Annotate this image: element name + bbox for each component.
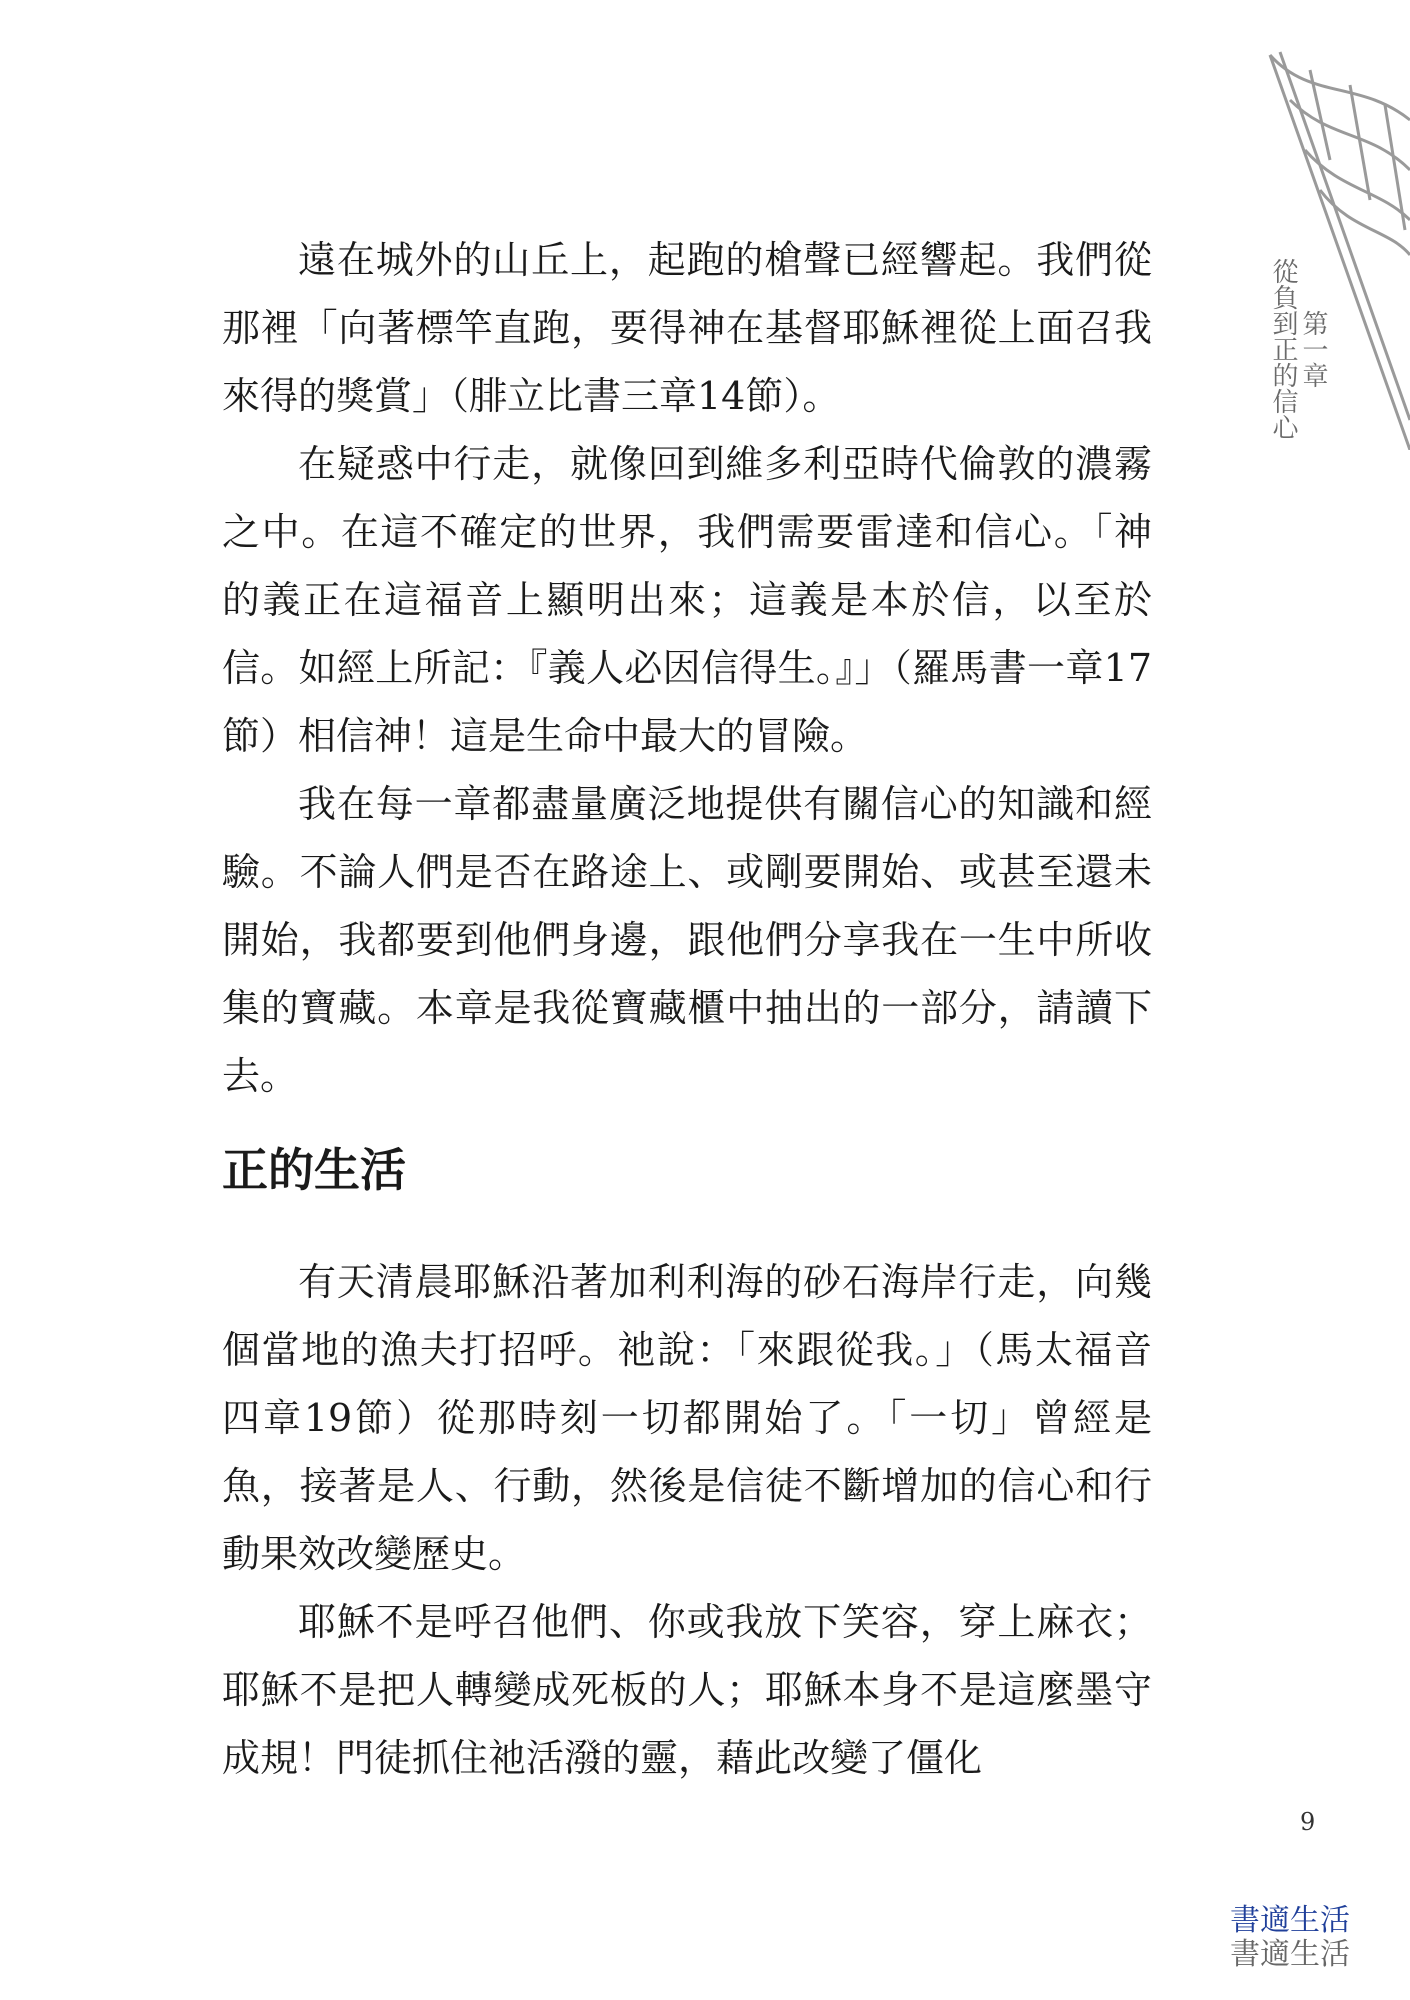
paragraph: 我在每一章都盡量廣泛地提供有關信心的知識和經驗。不論人們是否在路途上、或剛要開始、或甚至還未開始，我都要到他們身邊，跟他們分享我在一生中所收集的寶藏。本章是我從寶藏櫃中抽出的一部分，請讀下去。 bbox=[222, 782, 1152, 1098]
watermark bbox=[1230, 1904, 1350, 1972]
body-text-upper bbox=[222, 226, 1152, 1110]
paragraph: 耶穌不是呼召他們、你或我放下笑容，穿上麻衣；耶穌不是把人轉變成死板的人；耶穌本身不是這麼墨守成規！門徒抓住祂活潑的靈，藉此改變了僵化 bbox=[222, 1600, 1152, 1780]
watermark-line-1: 書適生活 bbox=[1230, 1903, 1350, 1938]
section-heading: 正的生活 bbox=[222, 1143, 406, 1197]
watermark-line-2: 書適生活 bbox=[1230, 1937, 1350, 1972]
paragraph: 有天清晨耶穌沿著加利利海的砂石海岸行走，向幾個當地的漁夫打招呼。祂說：「來跟從我。」（馬太福音四章19節）從那時刻一切都開始了。「一切」曾經是魚，接著是人、行動，然後是信徒不斷增加的信心和行動果效改變歷史。 bbox=[222, 1260, 1152, 1576]
chapter-tab bbox=[1268, 258, 1328, 440]
chapter-number: 第一章 bbox=[1298, 310, 1328, 388]
paragraph: 在疑惑中行走，就像回到維多利亞時代倫敦的濃霧之中。在這不確定的世界，我們需要雷達和信心。「神的義正在這福音上顯明出來；這義是本於信，以至於信。如經上所記：『義人必因信得生。』」（羅馬書一章17節）相信神！這是生命中最大的冒險。 bbox=[222, 442, 1152, 758]
body-text-lower bbox=[222, 1248, 1152, 1792]
chapter-title: 從負到正的信心 bbox=[1268, 258, 1298, 440]
paragraph: 遠在城外的山丘上，起跑的槍聲已經響起。我們從那裡「向著標竿直跑，要得神在基督耶穌裡從上面召我來得的獎賞」（腓立比書三章14節）。 bbox=[222, 238, 1152, 418]
page-number: 9 bbox=[1300, 1808, 1316, 1836]
